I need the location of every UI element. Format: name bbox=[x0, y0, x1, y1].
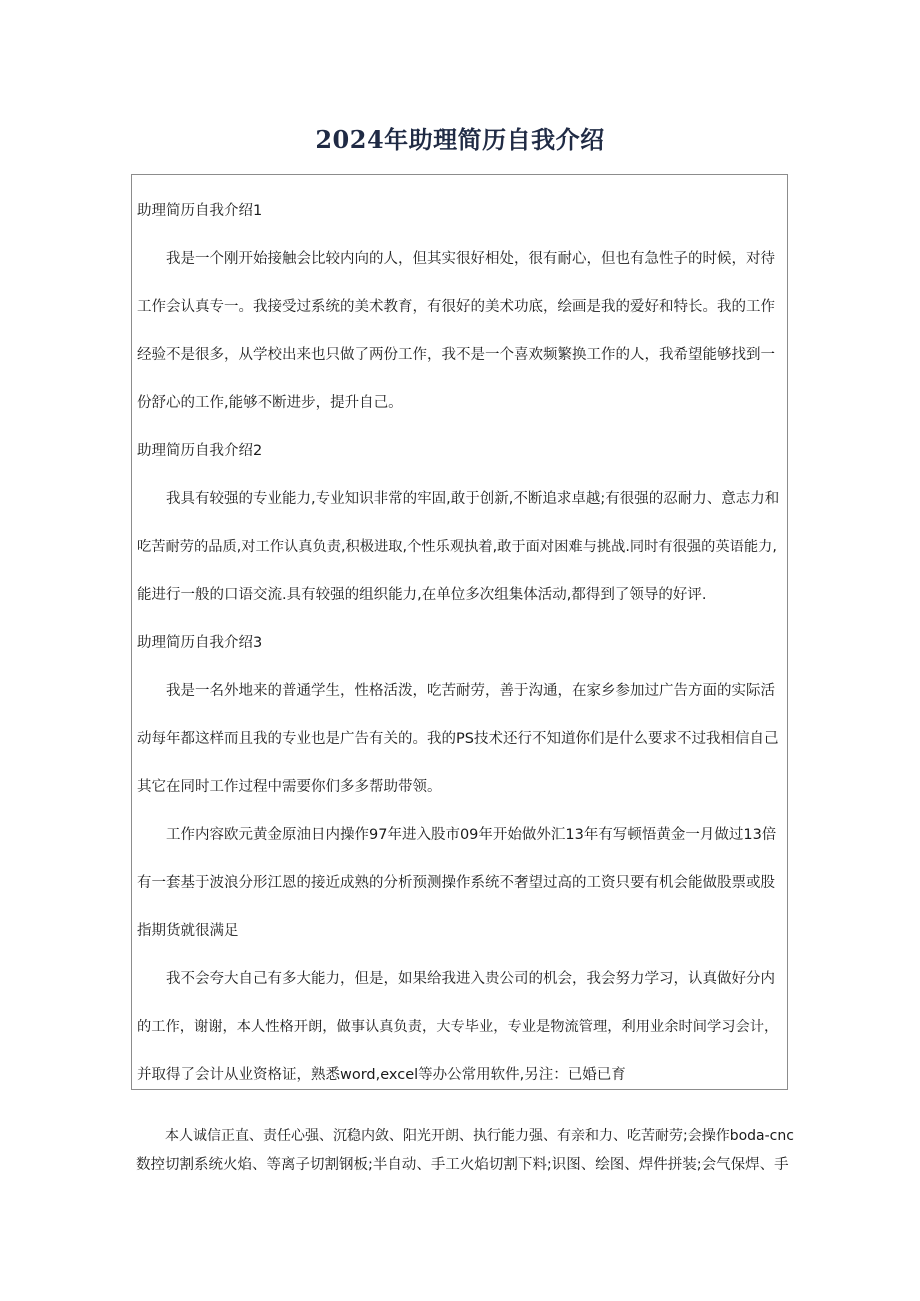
section-2-paragraph bbox=[137, 475, 787, 619]
text-line: 工作会认真专一。我接受过系统的美术教育，有很好的美术功底，绘画是我的爱好和特长。我的工作 bbox=[137, 299, 775, 315]
text-line: 我是一个刚开始接触会比较内向的人，但其实很好相处，很有耐心，但也有急性子的时候，对待 bbox=[166, 251, 775, 267]
section-heading-2: 助理简历自我介绍2 bbox=[137, 443, 263, 459]
content-box bbox=[131, 174, 788, 1090]
text-line: 工作内容欧元黄金原油日内操作97年进入股市09年开始做外汇13年有写顿悟黄金一月做过13倍 bbox=[166, 827, 777, 843]
text-line: 动每年都这样而且我的专业也是广告有关的。我的PS技术还行不知道你们是什么要求不过我相信自己 bbox=[137, 731, 779, 747]
section-1-paragraph bbox=[137, 235, 787, 427]
section-3-paragraph-3 bbox=[137, 955, 787, 1099]
text-line: 经验不是很多，从学校出来也只做了两份工作，我不是一个喜欢频繁换工作的人，我希望能够找到一 bbox=[137, 347, 775, 363]
text-line: 的工作，谢谢，本人性格开朗，做事认真负责，大专毕业，专业是物流管理，利用业余时间学习会计， bbox=[137, 1019, 779, 1035]
text-line: 我不会夸大自己有多大能力，但是，如果给我进入贵公司的机会，我会努力学习，认真做好分内 bbox=[166, 971, 775, 987]
section-heading-3: 助理简历自我介绍3 bbox=[137, 635, 263, 651]
text-line: 其它在同时工作过程中需要你们多多帮助带领。 bbox=[137, 779, 442, 795]
text-line: 并取得了会计从业资格证，熟悉word,excel等办公常用软件,另注：已婚已育 bbox=[137, 1067, 626, 1083]
text-line: 指期货就很满足 bbox=[137, 923, 239, 939]
text-line: 我是一名外地来的普通学生，性格活泼，吃苦耐劳，善于沟通，在家乡参加过广告方面的实际活 bbox=[166, 683, 775, 699]
text-line: 有一套基于波浪分形江恩的接近成熟的分析预测操作系统不奢望过高的工资只要有机会能做股票或股 bbox=[137, 875, 775, 891]
text-line: 能进行一般的口语交流.具有较强的组织能力,在单位多次组集体活动,都得到了领导的好评. bbox=[137, 587, 707, 603]
text-line: 我具有较强的专业能力,专业知识非常的牢固,敢于创新,不断追求卓越;有很强的忍耐力、意志力和 bbox=[166, 491, 780, 507]
document-title: 2024年助理简历自我介绍 bbox=[315, 125, 605, 154]
text-line: 数控切割系统火焰、等离子切割钢板;半自动、手工火焰切割下料;识图、绘图、焊件拼装;会气保焊、手 bbox=[136, 1157, 789, 1173]
section-3-paragraph-1 bbox=[137, 667, 787, 811]
text-line: 份舒心的工作,能够不断进步，提升自己。 bbox=[137, 395, 403, 411]
trailing-paragraph bbox=[136, 1122, 796, 1180]
text-line: 吃苦耐劳的品质,对工作认真负责,积极进取,个性乐观执着,敢于面对困难与挑战.同时有很强的英语能力, bbox=[137, 539, 777, 555]
text-line: 本人诚信正直、责任心强、沉稳内敛、阳光开朗、执行能力强、有亲和力、吃苦耐劳;会操作boda-cnc bbox=[165, 1128, 794, 1144]
section-3-paragraph-2 bbox=[137, 811, 787, 955]
section-heading-1: 助理简历自我介绍1 bbox=[137, 203, 263, 219]
